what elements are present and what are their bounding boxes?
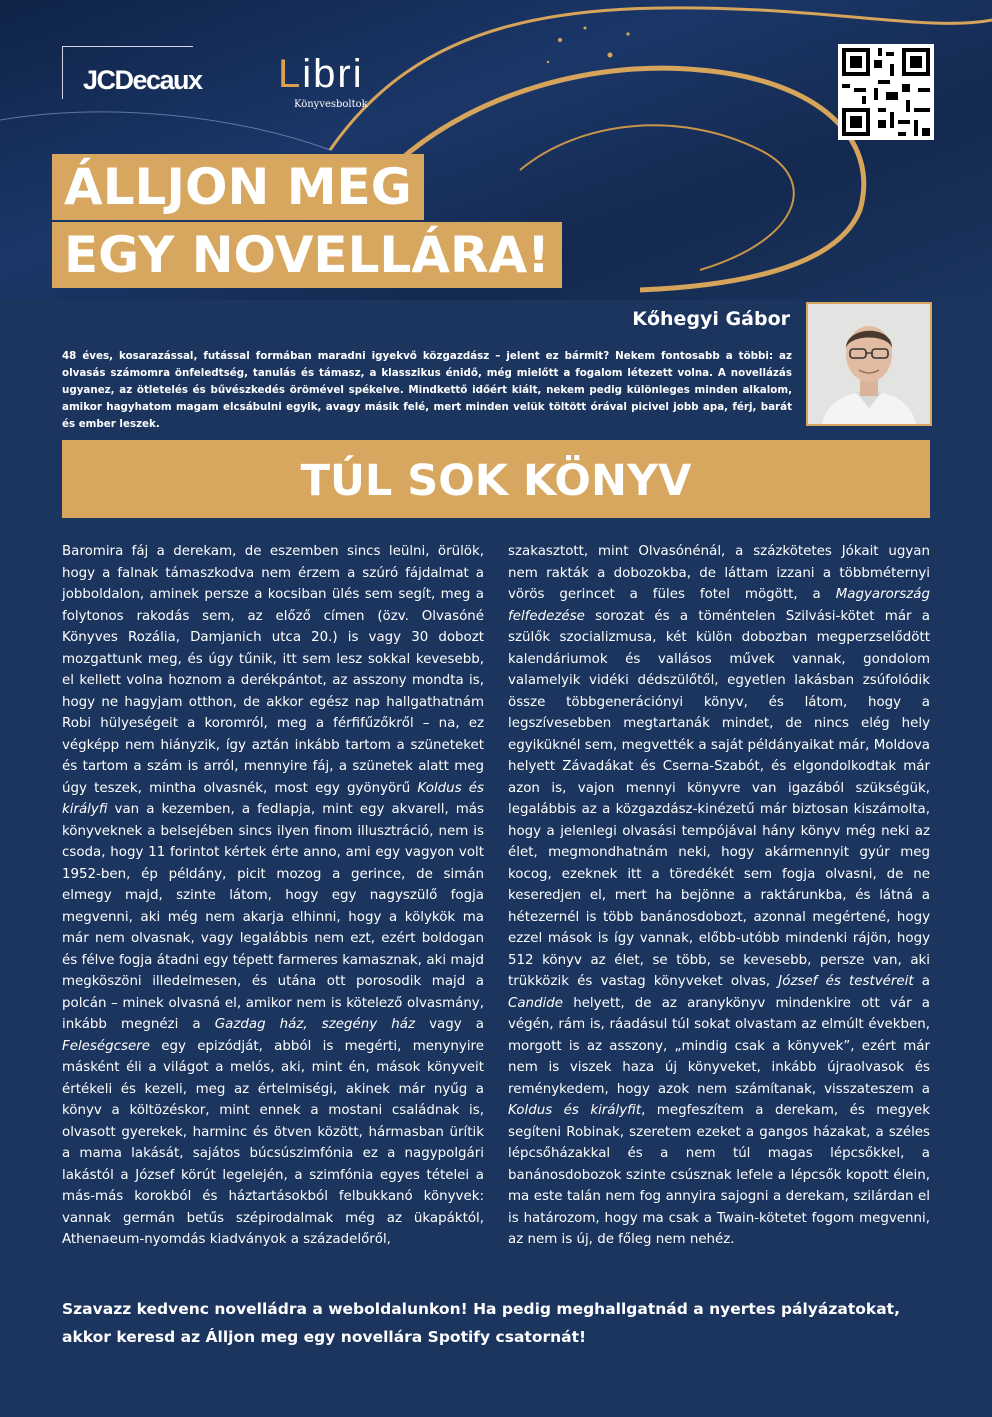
main-title-line-2: EGY NOVELLÁRA!: [52, 222, 562, 288]
qr-code[interactable]: [838, 44, 934, 140]
story-column-left: [62, 541, 484, 1251]
jcdecaux-logo: [62, 46, 202, 99]
story-text-segment: a: [913, 974, 930, 989]
author-bio: 48 éves, kosarazással, futással formában maradni igyekvő közgazdász – jelent ez bármit? Nekem fontosabb a többi: az olvasás számomra önfeledtség, tanulás és támasz, a klasszikus énidő, még mielőtt a fogalom létezett volna. A novellázás ugyanez, az ötletelés és bűvészkedés örömével spékelve. Mindkettő időért kiált, nekem pedig különleges minden alkalom, amikor hagyhatom magam elcsábulni egyik, avagy másik felé, mert minden velük töltött órával picivel jobb apa, férj, barát és ember leszek.: [62, 350, 792, 430]
libri-logo-subtitle: Könyvesboltok: [294, 99, 368, 110]
story-italic-title: József és testvéreit: [778, 974, 914, 989]
main-title-line-1: ÁLLJON MEG: [52, 154, 424, 220]
story-text-segment: sorozat és a töméntelen Szilvási-kötet már a szülők szocializmusa, két külön dobozban megperzselődött kalendáriumok és vallásos művek vannak, gondolom valamelyik vidéki dédszülőtől, egyetlen lakásban zsúfolódik össze többgenerációnyi könyv, és látom, hogy a legszívesebben megtartanák mindet, de nincs elég hely egyiküknél sem, megvették a saját példányaikat már, Moldova helyett Závadákat és Cserna-Szabót, és elgondolkodtak már azon is, vajon mennyi könyvre van igazából szükségük, legalábbis az a közgazdász-kinézetű már biztosan kiszámolta, hogy a jelenlegi olvasási tempójával hány könyv még neki az élet, megmondhatnám neki, hogy akármennyit gyúr meg kocog, ezeknek itt a töredékét sem fogja olvasni, de ne keseredjen el, mert ha bejönne a raktárunkba, és látná a hétezernél is több banánosdobozt, azonnal megértené, hogy ezzel mások is így vannak, előbb-utóbb mindenki rájön, hogy 512 könyv az élet, se több, se kevesebb, persze van, aki trükközik és vastag könyveket olvas,: [508, 608, 930, 989]
story-italic-title: Magyarország felfedezése: [508, 587, 930, 624]
story-italic-title: Koldus és királyfit: [508, 1103, 642, 1118]
story-column-right: [508, 541, 930, 1251]
qr-code-icon: [838, 44, 934, 140]
story-italic-title: Feleségcsere: [62, 1038, 150, 1054]
author-name: Kőhegyi Gábor: [632, 308, 790, 330]
story-text-segment: helyett, de az aranykönyv mindenkire ott vár a végén, rám is, ráadásul túl sokat olvastam az elmúlt években, morgott is az asszony, „mindig csak a könyvek”, ezért már nem is viszek haza új könyveket, inkább újraolvasok és reménykedem, hogy azok nem számítanak, visszateszem a: [508, 995, 930, 1097]
libri-logo-rest: ibri: [302, 52, 364, 96]
story-italic-title: Koldus és királyfi: [62, 780, 484, 817]
libri-logo-word: [278, 52, 364, 97]
story-text-segment: , megfeszítem a derekam, és megyek segíteni Robinak, szeretem ezeket a gangos házakat, a széles lépcsőházakkal és a nem túl magas lépcsőkkel, a banánosdobozok szinte csúsznak lefele a lépcsők kopott élein, ma este talán nem fog annyira sajogni a derekam, szilárdan el is határozom, hogy ma csak a Twain-kötetet fogom megvenni, az nem is új, de főleg nem nehéz.: [508, 1103, 931, 1247]
libri-logo-initial: L: [278, 52, 303, 96]
footer-call-to-action: [62, 1295, 942, 1351]
jcdecaux-logo-text: JCDecaux: [83, 65, 202, 95]
story-italic-title: Gazdag ház, szegény ház: [214, 1017, 416, 1032]
libri-logo: [278, 52, 398, 112]
story-text-segment: egy epizódját, abból is megérti, menynyire másként éli a világot a melós, aki, mint én, mások könyveit értékeli és kezeli, meg az értelmiségi, akinek már nyűg a könyv a költözéskor, mint ennek a mostani családnak is, olvasott gyerekek, harminc és ötven között, hármasban ürítik a mama lakását, sajátos búcsúszimfónia ez a nagypolgári lakástól a József körút legelején, a szimfónia egyes tételei a más-más korokból és háztartásokból felbukkanó könyvek: vannak germán betűs szépirodalmak még az ükapáktól, Athenaeum-nyomdás kiadványok a századelőről,: [62, 1038, 484, 1247]
story-text-segment: Baromira fáj a derekam, de eszemben sincs leülni, örülök, hogy a falnak támaszkodva nem érzem a szúró fájdalmat a jobboldalon, aminek persze a kocsiban ülés sem segít, meg a folytonos rakodás sem, az előző címen (özv. Olvasóné Könyves Rozália, Damjanich utca 20.) is vagy 30 dobozt mozgattunk meg, és úgy tűnik, itt sem lesz sokkal kevesebb, el kellett volna hoznom a derékpántot, az asszony mondta is, hogy ne hagyjam otthon, de akkor egész nap hallgathatnám Robi hülyeségeit a koromról, meg a férfifűzőkről – na, ez végképp nem hiányzik, így aztán inkább tartom a szüneteket és tartom a szám is arról, mennyire fáj, a szünetek alatt meg úgy teszek, mintha olvasnék, most egy gyönyörű: [62, 544, 484, 796]
story-text-segment: vagy a: [415, 1017, 485, 1032]
story-text-segment: van a kezemben, a fedlapja, mint egy akvarell, más könyveknek a belsejében sincs ilyen finom illusztráció, nem is csoda, hogy 11 forintot kértek érte anno, ami egy vagyon volt 1952-ben, ép példány, picit mozog a gerince, de simán elmegy majd, szinte látom, hogy egy nagyszülő fogja megvenni, aki még nem akarja elhinni, hogy a kölykök ma már nem olvasnak, vagy legalábbis nem ezt, ezért boldogan és félve fogja átadni egy tépett farmeres kamasznak, aki majd megköszöni illedelmesen, és utána ott porosodik majd a polcán – minek olvasná el, amikor nem is kötelező olvasmány, inkább megnézi a: [62, 802, 484, 1032]
story-italic-title: Candide: [508, 995, 564, 1011]
footer-line-2: akkor keresd az Álljon meg egy novellára Spotify csatornát!: [62, 1328, 587, 1346]
author-photo: [806, 302, 932, 426]
footer-line-1: Szavazz kedvenc novelládra a weboldalunkon! Ha pedig meghallgatnád a nyertes pályázatokat,: [62, 1300, 900, 1318]
author-portrait-image: [808, 304, 930, 424]
story-text-segment: szakasztott, mint Olvasónénál, a százkötetes Jókait ugyan nem rakták a dobozokba, de láttam izzani a többméternyi vörös gerincet a füles fotel mögött, a: [508, 544, 930, 602]
story-title: TÚL SOK KÖNYV: [62, 440, 930, 518]
